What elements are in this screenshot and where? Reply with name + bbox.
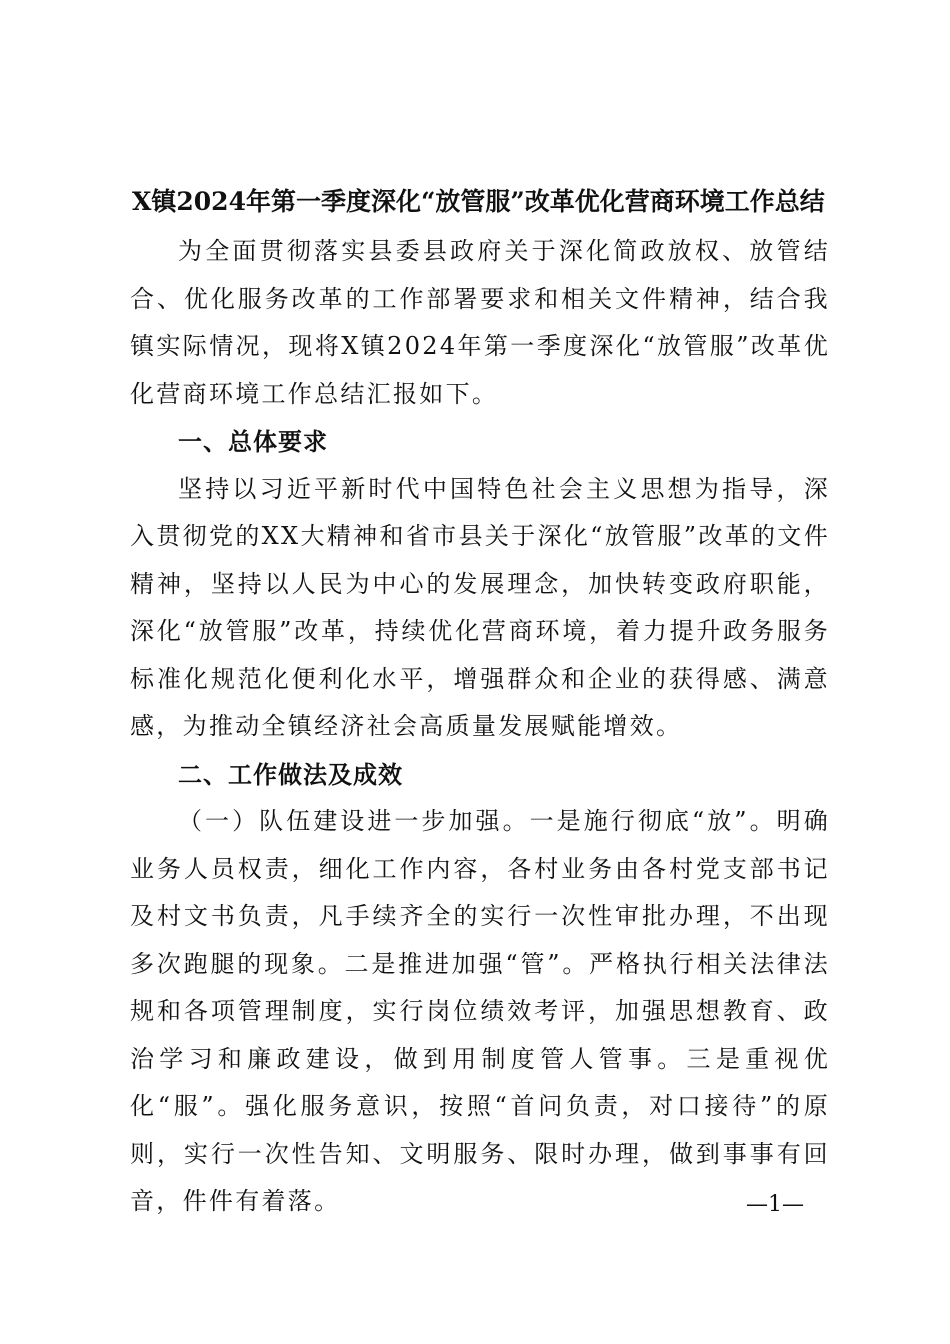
- intro-paragraph: 为全面贯彻落实县委县政府关于深化简政放权、放管结合、优化服务改革的工作部署要求和相关文件精神，结合我镇实际情况，现将X镇2024年第一季度深化“放管服”改革优化营商环境工作总结汇报如下。: [130, 237, 830, 408]
- page-number: —1—: [746, 1192, 804, 1217]
- document-title: X镇2024年第一季度深化“放管服”改革优化营商环境工作总结: [132, 187, 825, 216]
- section-heading-practices-results: 二、工作做法及成效: [178, 759, 403, 789]
- section-heading-general-requirements: 一、总体要求: [178, 427, 328, 456]
- general-requirements-paragraph: 坚持以习近平新时代中国特色社会主义思想为指导，深入贯彻党的XX大精神和省市县关于深化“放管服”改革的文件精神，坚持以人民为中心的发展理念，加快转变政府职能，深化“放管服”改革，持续优化营商环境，着力提升政务服务标准化规范化便利化水平，增强群众和企业的获得感、满意感，为推动全镇经济社会高质量发展赋能增效。: [130, 474, 830, 740]
- document-body: [130, 228, 830, 1226]
- team-building-paragraph: （一）队伍建设进一步加强。一是施行彻底“放”。明确业务人员权责，细化工作内容，各村业务由各村党支部书记及村文书负责，凡手续齐全的实行一次性审批办理，不出现多次跑腿的现象。二是推进加强“管”。严格执行相关法律法规和各项管理制度，实行岗位绩效考评，加强思想教育、政治学习和廉政建设，做到用制度管人管事。三是重视优化“服”。强化服务意识，按照“首问负责，对口接待”的原则，实行一次性告知、文明服务、限时办理，做到事事有回音，件件有着落。: [130, 807, 830, 1215]
